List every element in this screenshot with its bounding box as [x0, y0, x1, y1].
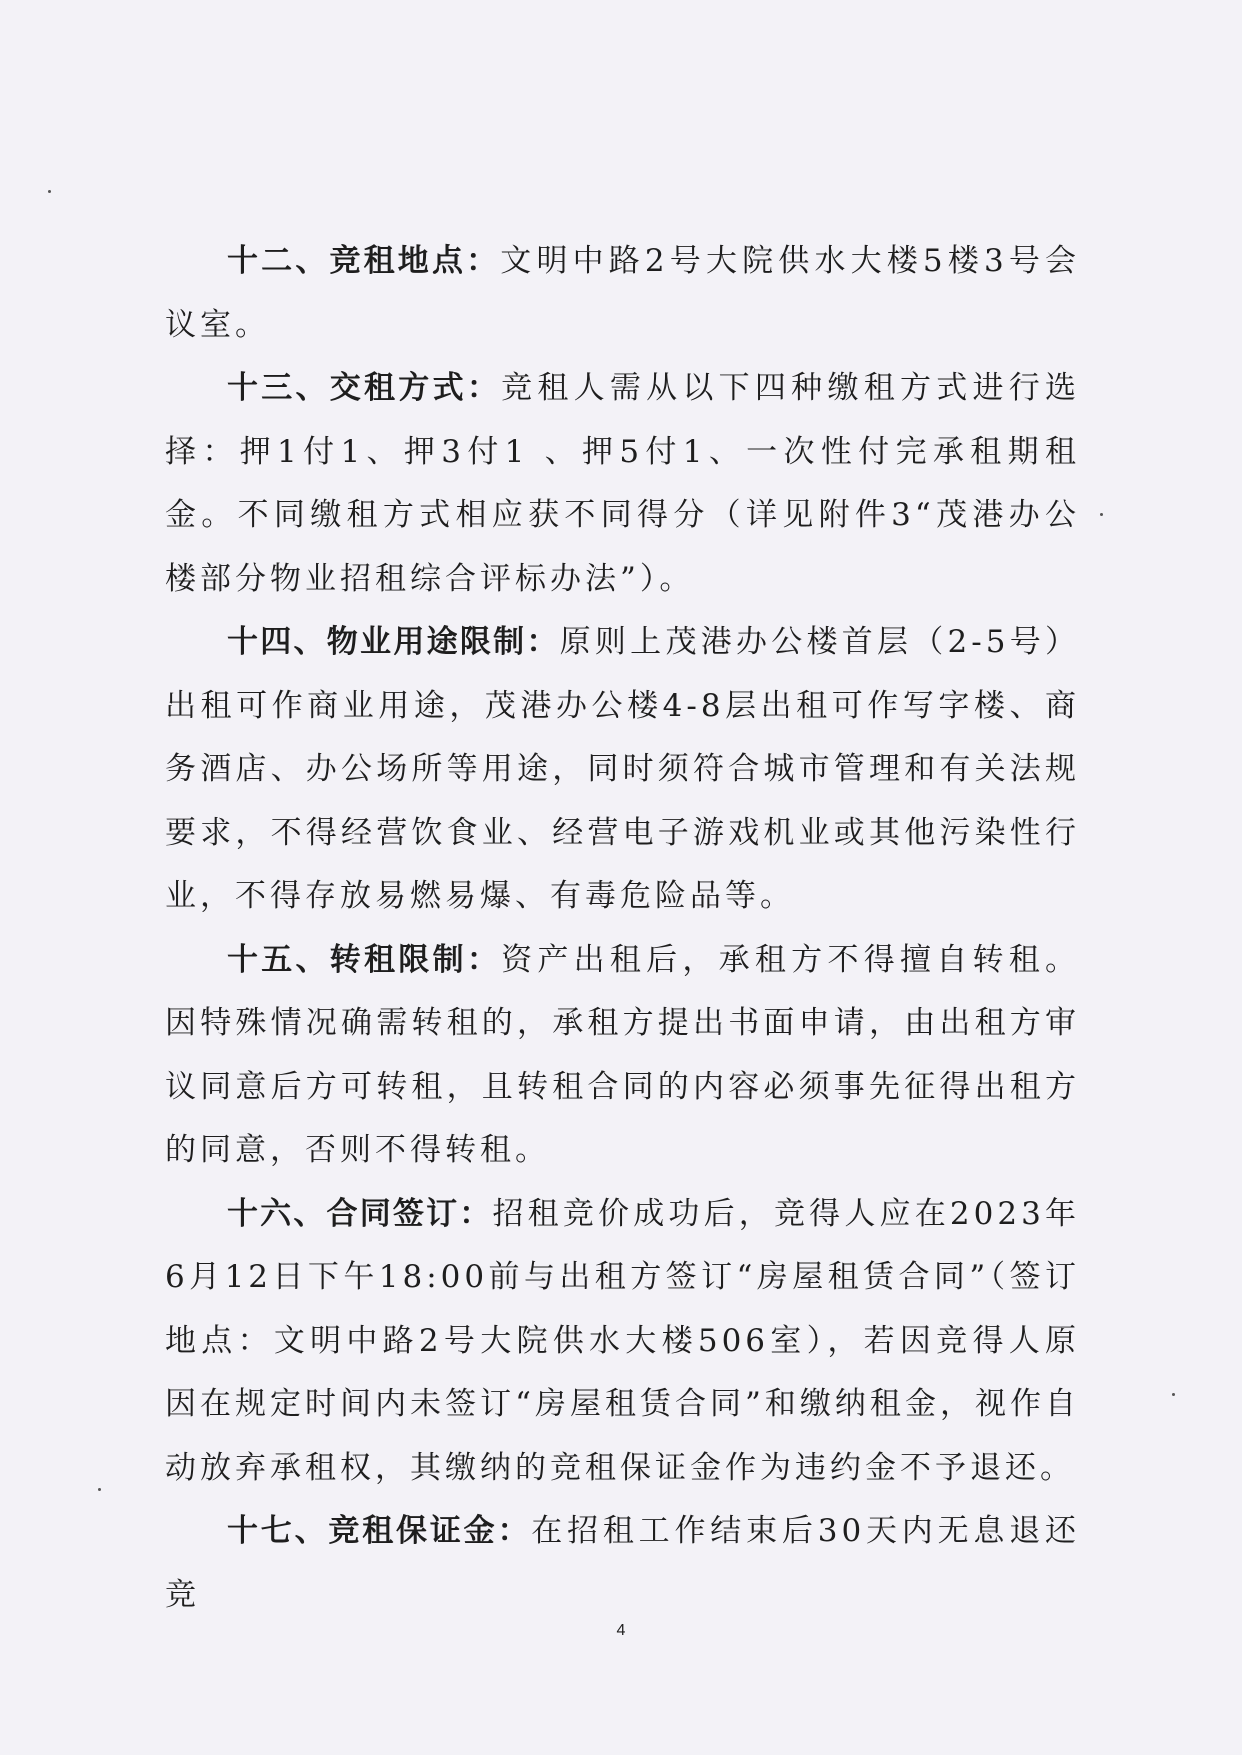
clause-12 [165, 230, 1080, 357]
clause-text: 资产出租后，承租方不得擅自转租。因特殊情况确需转租的，承租方提出书面申请，由出租方审议同意后方可转租，且转租合同的内容必须事先征得出租方的同意，否则不得转租。 [165, 941, 1081, 1168]
clause-text: 文明中路2号大院供水大楼5楼3号会议室。 [165, 243, 1081, 343]
scan-speck [98, 1488, 101, 1491]
scan-speck [1172, 1393, 1175, 1396]
clause-13 [165, 357, 1080, 611]
scan-speck [1100, 513, 1103, 516]
clause-heading: 十三、交租方式： [227, 370, 502, 406]
scan-speck [48, 190, 51, 193]
clause-heading: 十七、竞租保证金： [227, 1513, 532, 1549]
clause-text: 在招租工作结束后30天内无息退还竞 [165, 1513, 1080, 1613]
clause-16 [165, 1183, 1080, 1501]
document-body [165, 230, 1080, 1627]
clause-text: 原则上茂港办公楼首层（2-5号）出租可作商业用途，茂港办公楼4-8层出租可作写字楼、商务酒店、办公场所等用途，同时须符合城市管理和有关法规要求，不得经营饮食业、经营电子游戏机业或其他污染性行业，不得存放易燃易爆、有毒危险品等。 [165, 624, 1081, 914]
clause-heading: 十六、合同签订： [227, 1195, 493, 1232]
clause-heading: 十二、竞租地点： [227, 243, 501, 279]
clause-heading: 十五、转租限制： [227, 941, 502, 978]
clause-15 [165, 929, 1080, 1183]
clause-14 [165, 611, 1080, 929]
clause-heading: 十四、物业用途限制： [227, 624, 560, 660]
clause-17 [165, 1500, 1080, 1627]
page-number: 4 [616, 1622, 626, 1639]
clause-text: 竞租人需从以下四种缴租方式进行选择：押1付1、押3付1 、押5付1、一次性付完承租期租金。不同缴租方式相应获不同得分（详见附件3“茂港办公楼部分物业招租综合评标办法”）。 [165, 370, 1081, 597]
clause-text: 招租竞价成功后，竞得人应在2023年6月12日下午18:00前与出租方签订“房屋租赁合同”（签订地点：文明中路2号大院供水大楼506室），若因竞得人原因在规定时间内未签订“房屋租赁合同”和缴纳租金，视作自动放弃承租权，其缴纳的竞租保证金作为违约金不予退还。 [165, 1195, 1080, 1486]
